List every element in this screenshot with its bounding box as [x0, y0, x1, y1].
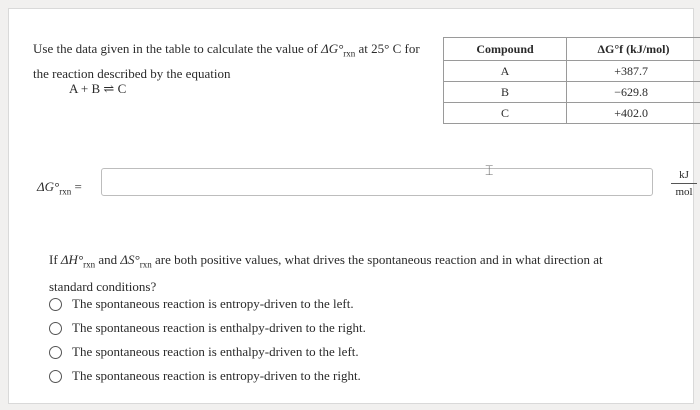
answer-input[interactable]: [101, 168, 653, 196]
compound-cell: B: [444, 82, 567, 103]
delta-s-subscript: rxn: [139, 259, 152, 270]
option-label: The spontaneous reaction is enthalpy-driven to the right.: [72, 320, 366, 335]
radio-icon[interactable]: [49, 370, 62, 383]
table-row: [444, 61, 700, 82]
answer-subscript: rxn: [59, 186, 72, 197]
radio-icon[interactable]: [49, 322, 62, 335]
header-delta-gf: ΔG°f (kJ/mol): [567, 38, 700, 61]
reaction-equation: A + B ⇌ C: [69, 81, 127, 96]
value-cell: −629.8: [567, 82, 700, 103]
delta-s-symbol: ΔS°: [120, 252, 140, 267]
text-cursor-icon: ⌶: [485, 163, 494, 179]
option-enthalpy-left[interactable]: [49, 340, 366, 364]
compound-cell: A: [444, 61, 567, 82]
unit-denominator: mol: [675, 186, 693, 198]
value-cell: +402.0: [567, 103, 700, 124]
compound-cell: C: [444, 103, 567, 124]
prompt-text-a: Use the data given in the table to calculate the value of: [33, 41, 322, 56]
question-prompt: [33, 39, 433, 83]
table-row: [444, 103, 700, 124]
option-label: The spontaneous reaction is entropy-driven to the right.: [72, 368, 361, 383]
option-enthalpy-right[interactable]: [49, 316, 366, 340]
answer-label: [37, 179, 82, 197]
delta-g-subscript: rxn: [343, 48, 356, 59]
followup-text-a: If: [49, 252, 61, 267]
unit-numerator: kJ: [679, 169, 689, 181]
option-entropy-left[interactable]: [49, 292, 366, 316]
answer-equals: =: [71, 179, 82, 194]
radio-icon[interactable]: [49, 346, 62, 359]
question-card: [8, 8, 694, 404]
prompt-text-b: at 25° C for the reaction described by the equation: [33, 41, 420, 81]
delta-h-symbol: ΔH°: [60, 252, 84, 267]
answer-unit: [671, 169, 697, 198]
free-energy-table: [443, 37, 700, 124]
answer-delta-g: ΔG°: [37, 179, 60, 194]
followup-question: [49, 249, 649, 298]
header-compound: Compound: [444, 38, 567, 61]
answer-options: [49, 292, 366, 388]
table-row: [444, 82, 700, 103]
option-entropy-right[interactable]: [49, 364, 366, 388]
fraction-bar: [671, 183, 697, 184]
followup-text-b: and: [95, 252, 121, 267]
followup-text-c: are both positive values, what drives the spontaneous reaction and in what direction at standard conditions?: [49, 252, 603, 294]
value-cell: +387.7: [567, 61, 700, 82]
radio-icon[interactable]: [49, 298, 62, 311]
option-label: The spontaneous reaction is entropy-driven to the left.: [72, 296, 354, 311]
delta-h-subscript: rxn: [83, 259, 96, 270]
delta-g-symbol: ΔG°: [321, 41, 344, 56]
option-label: The spontaneous reaction is enthalpy-driven to the left.: [72, 344, 359, 359]
